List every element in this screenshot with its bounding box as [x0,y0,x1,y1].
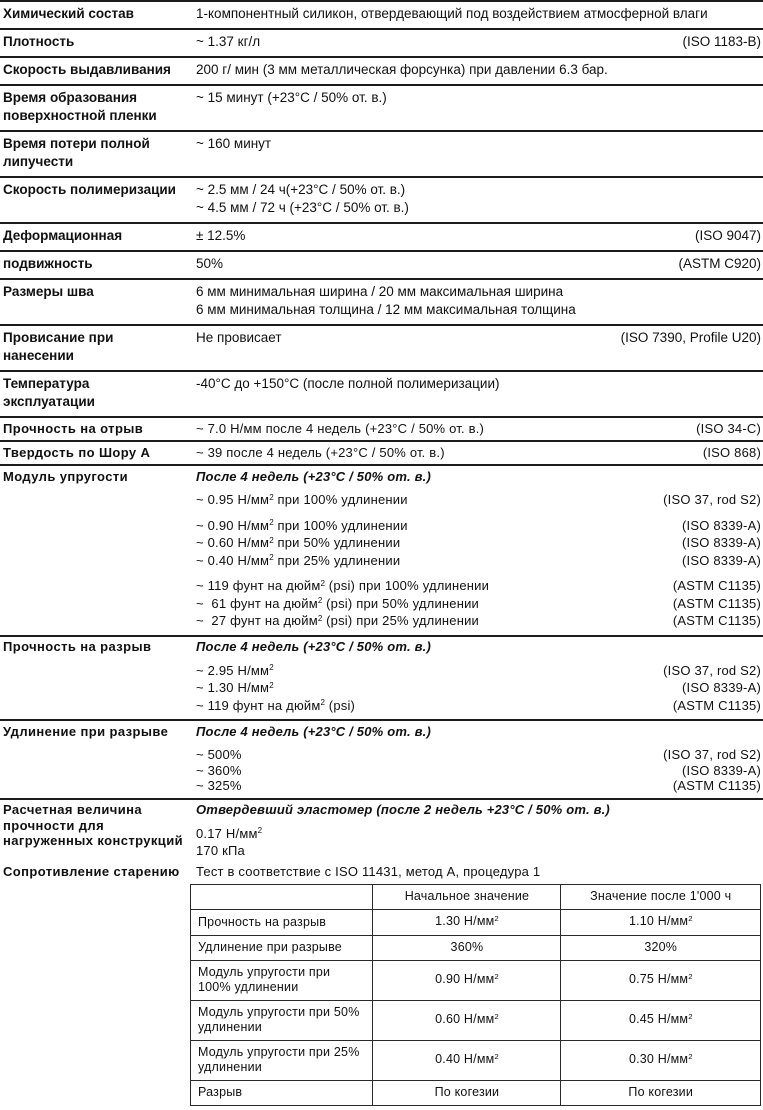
aging-row-value: 360% [373,936,561,961]
spec-value: Тест в соответствие с ISO 11431, метод А, процедура 1 [196,864,761,880]
spec-line [196,199,761,217]
aging-table-row [191,1001,761,1041]
spec-row-content [196,375,763,411]
aging-row-label: Модуль упругости при 25% удлинении [191,1041,373,1081]
spec-label: Скорость выдавливания [0,61,196,79]
spec-value: 1-компонентный силикон, отвердевающий под воздействием атмосферной влаги [196,5,761,23]
spec-value: ± 12.5% [196,227,685,245]
spec-row [0,278,763,324]
spec-line [196,181,761,199]
standard-ref: (ASTM C1135) [663,596,761,612]
spec-row-content [196,445,763,461]
spec-line [196,826,761,844]
spec-row-content [196,255,763,273]
spec-row-content [196,639,763,715]
spec-row-content [196,181,763,217]
spec-value: ~ 7.0 Н/мм после 4 недель (+23°C / 50% от. в.) [196,421,686,437]
spec-value: После 4 недель (+23°C / 50% от. в.) [196,639,761,655]
spec-value: ~ 2.5 мм / 24 ч(+23°C / 50% от. в.) [196,181,761,199]
aging-row-value: 0.75 $Н/мм^2$ [561,961,761,1001]
spec-row [0,28,763,56]
standard-ref: (ISO 37, rod S2) [653,747,761,763]
spec-row [0,464,763,635]
spec-row [0,719,763,798]
spec-value: ~ 61 фунт на дюйм$^2$ (psi) при 50% удлинении [196,596,663,614]
spec-line [196,553,761,571]
spec-value: ~ 1.37 кг/л [196,33,672,51]
standard-ref: (ISO 37, rod S2) [653,663,761,679]
standard-ref: (ISO 868) [693,445,761,461]
spec-label: Расчетная величина прочности для нагруженных конструкций [0,802,196,859]
aging-row-value: 1.10 $Н/мм^2$ [561,910,761,936]
standard-ref: (ISO 8339-A) [672,535,761,551]
standard-ref: (ASTM C1135) [663,578,761,594]
standard-ref: (ISO 8339-A) [672,553,761,569]
aging-row-value: 1.30 $Н/мм^2$ [373,910,561,936]
spec-line [196,135,761,153]
spec-line [196,89,761,107]
spec-row-content [196,135,763,171]
aging-table-header-cell: Начальное значение [373,885,561,910]
aging-row-label: Разрыв [191,1081,373,1106]
aging-row-label: Модуль упругости при 50% удлинении [191,1001,373,1041]
standard-ref: (ISO 34-C) [686,421,761,437]
spec-row [0,440,763,464]
spec-value: Не провисает [196,329,611,347]
aging-table-row [191,1041,761,1081]
spec-value: ~ 27 фунт на дюйм$^2$ (psi) при 25% удлинении [196,613,663,631]
standard-ref: (ASTM C1135) [663,613,761,629]
spec-line [196,578,761,596]
spec-label: подвижность [0,255,196,273]
spec-value: ~ 1.30 $Н/мм^2$ [196,680,672,698]
spec-value: ~ 0.95 $Н/мм^2$ при 100% удлинении [196,492,653,510]
spec-row [0,863,763,1110]
spec-row [0,130,763,176]
aging-row-value: По когезии [561,1081,761,1106]
spec-row-content [196,5,763,23]
spec-value: 170 кПа [196,843,761,859]
spec-label: Модуль упругости [0,469,196,631]
spec-line [196,763,761,779]
spec-line [196,301,761,319]
spec-value: ~ 15 минут (+23°C / 50% от. в.) [196,89,761,107]
spec-value: ~ 0.40 $Н/мм^2$ при 25% удлинении [196,553,672,571]
aging-table-row [191,961,761,1001]
spec-value: После 4 недель (+23°C / 50% от. в.) [196,469,761,485]
spec-row-content [196,421,763,437]
spec-row-content [196,469,763,631]
spec-label: Прочность на отрыв [0,421,196,437]
spec-value: 6 мм минимальная ширина / 20 мм максимальная ширина [196,283,761,301]
spec-row [0,798,763,863]
spec-row-content [196,329,763,365]
spec-label: Прочность на разрыв [0,639,196,715]
spec-value: 0.17 $Н/мм^2$ [196,826,761,844]
spec-row [0,84,763,130]
aging-row-value: 0.60 $Н/мм^2$ [373,1001,561,1041]
aging-row-label: Удлинение при разрыве [191,936,373,961]
spec-value: ~ 160 минут [196,135,761,153]
spec-line [196,663,761,681]
spec-line [196,445,761,461]
aging-table-row [191,1081,761,1106]
spec-label: Химический состав [0,5,196,23]
spec-line [196,421,761,437]
spec-value: ~ 2.95 $Н/мм^2$ [196,663,653,681]
spec-line [196,596,761,614]
spec-value: ~ 0.60 $Н/мм^2$ при 50% удлинении [196,535,672,553]
spec-row-content [196,724,763,794]
spec-label: Твердость по Шору А [0,445,196,461]
spec-line [196,843,761,859]
spec-value: -40°C до +150°C (после полной полимеризации) [196,375,761,393]
spec-value: Отвердевший эластомер (после 2 недель +23°C / 50% от. в.) [196,802,761,818]
aging-table [190,884,761,1106]
spec-line [196,61,761,79]
aging-row-label: Прочность на разрыв [191,910,373,936]
spec-row-content [196,227,763,245]
aging-table-row [191,936,761,961]
spec-value: После 4 недель (+23°C / 50% от. в.) [196,724,761,740]
spec-row-content [196,283,763,319]
spec-row-content [196,864,763,1107]
spec-value: ~ 119 фунт на дюйм$^2$ (psi) [196,698,663,716]
standard-ref: (ISO 8339-A) [672,763,761,779]
spec-label: Время потери полной липучести [0,135,196,171]
standard-ref: (ASTM C920) [668,255,761,273]
spec-row [0,222,763,250]
aging-row-value: 0.45 $Н/мм^2$ [561,1001,761,1041]
standard-ref: (ISO 37, rod S2) [653,492,761,508]
spec-value: 6 мм минимальная толщина / 12 мм максимальная толщина [196,301,761,319]
spec-row-content [196,61,763,79]
spec-line [196,778,761,794]
spec-line [196,375,761,393]
standard-ref: (ISO 1183-B) [672,33,761,51]
spec-value: ~ 4.5 мм / 72 ч (+23°C / 50% от. в.) [196,199,761,217]
spec-value: ~ 0.90 $Н/мм^2$ при 100% удлинении [196,518,672,536]
spec-value: ~ 325% [196,778,663,794]
aging-row-value: 0.90 $Н/мм^2$ [373,961,561,1001]
aging-table-header-cell: Значение после 1'000 ч [561,885,761,910]
aging-row-value: 0.30 $Н/мм^2$ [561,1041,761,1081]
spec-row [0,56,763,84]
spec-label: Время образования поверхностной пленки [0,89,196,125]
spec-value: ~ 119 фунт на дюйм$^2$ (psi) при 100% удлинении [196,578,663,596]
spec-row-content [196,802,763,859]
standard-ref: (ISO 7390, Profile U20) [611,329,761,347]
spec-line [196,639,761,655]
spec-line [196,802,761,818]
spec-value: ~ 39 после 4 недель (+23°C / 50% от. в.) [196,445,693,461]
spec-row-content [196,33,763,51]
spec-label: Провисание при нанесении [0,329,196,365]
aging-row-label: Модуль упругости при 100% удлинении [191,961,373,1001]
spec-line [196,227,761,245]
spec-label: Скорость полимеризации [0,181,196,217]
spec-line [196,680,761,698]
aging-row-value: По когезии [373,1081,561,1106]
spec-line [196,518,761,536]
spec-label: Размеры шва [0,283,196,319]
spec-row [0,250,763,278]
spec-row [0,635,763,720]
spec-line [196,724,761,740]
spec-value: 200 г/ мин (3 мм металлическая форсунка) при давлении 6.3 бар. [196,61,761,79]
standard-ref: (ISO 8339-A) [672,518,761,534]
spec-line [196,33,761,51]
spec-row [0,370,763,416]
standard-ref: (ASTM C1135) [663,778,761,794]
spec-row [0,416,763,440]
spec-line [196,469,761,485]
spec-line [196,613,761,631]
spec-label: Температура эксплуатации [0,375,196,411]
spec-line [196,5,761,23]
aging-row-value: 0.40 $Н/мм^2$ [373,1041,561,1081]
spec-value: ~ 500% [196,747,653,763]
spec-value: ~ 360% [196,763,672,779]
spec-row-content [196,89,763,125]
aging-table-header-cell [191,885,373,910]
standard-ref: (ISO 8339-A) [672,680,761,696]
spec-line [196,283,761,301]
spec-line [196,255,761,273]
spec-value: 50% [196,255,668,273]
spec-label: Сопротивление старению [0,864,196,1107]
spec-row [0,176,763,222]
spec-label: Плотность [0,33,196,51]
aging-table-header-row [191,885,761,910]
spec-row [0,324,763,370]
aging-row-value: 320% [561,936,761,961]
spec-line [196,747,761,763]
spec-line [196,864,761,880]
spec-label: Деформационная [0,227,196,245]
spec-line [196,329,761,347]
spec-line [196,492,761,510]
standard-ref: (ISO 9047) [685,227,761,245]
spec-line [196,698,761,716]
spec-line [196,535,761,553]
aging-table-row [191,910,761,936]
spec-row [0,0,763,28]
standard-ref: (ASTM C1135) [663,698,761,714]
spec-label: Удлинение при разрыве [0,724,196,794]
